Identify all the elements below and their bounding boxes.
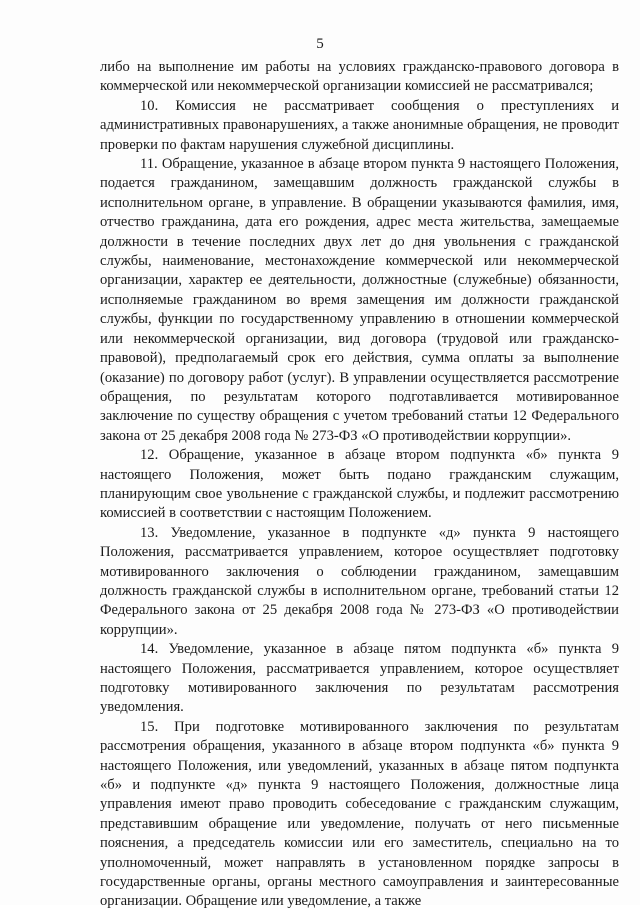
paragraph-10: 10. Комиссия не рассматривает сообщения о преступлениях и административных правонарушениях, а также анонимные обращения, не проводит проверки по фактам нарушения служебной дисциплины. xyxy=(100,97,619,153)
paragraph-15: 15. При подготовке мотивированного заключения по результатам рассмотрения обращения, указанного в абзаце втором подпункта «б» пункта 9 настоящего Положения, или уведомлений, указанных в абзаце пятом подпункта «б» и подпункте «д» пункта 9 настоящего Положения, должностные лица управления имеют право проводить собеседование с гражданским служащим, представившим обращение или уведомление, получать от него письменные пояснения, а председатель комиссии или его заместитель, специально на то уполномоченный, может направлять в установленном порядке запросы в государственные органы, органы местного самоуправления и заинтересованные организации. Обращение или уведомление, а также xyxy=(100,718,619,910)
paragraph-12: 12. Обращение, указанное в абзаце втором подпункта «б» пункта 9 настоящего Положения, может быть подано гражданским служащим, планирующим свое увольнение с гражданской службы, и подлежит рассмотрению комиссией в соответствии с настоящим Положением. xyxy=(100,447,619,522)
paragraph-14: 14. Уведомление, указанное в абзаце пятом подпункта «б» пункта 9 настоящего Положения, рассматривается управлением, которое осуществляет подготовку мотивированного заключения по результатам рассмотрения уведомления. xyxy=(100,641,619,716)
paragraph-13: 13. Уведомление, указанное в подпункте «д» пункта 9 настоящего Положения, рассматривается управлением, которое осуществляет подготовку мотивированного заключения о соблюдении гражданином, замещавшим должность гражданской службы в исполнительном органе, требований статьи 12 Федерального закона от 25 декабря 2008 года № 273-ФЗ «О противодействии коррупции». xyxy=(100,524,619,638)
paragraph-11: 11. Обращение, указанное в абзаце втором пункта 9 настоящего Положения, подается гражданином, замещавшим должность гражданской службы в исполнительном органе, в управление. В обращении указываются фамилия, имя, отчество гражданина, дата его рождения, адрес места жительства, замещаемые должности в течение последних двух лет до дня увольнения с гражданской службы, наименование, местонахождение коммерческой или некоммерческой организации, характер ее деятельности, должностные (служебные) обязанности, исполняемые гражданином во время замещения им должности гражданской службы, функции по государственному управлению в отношении коммерческой или некоммерческой организации, вид договора (трудовой или гражданско-правовой), предполагаемый срок его действия, сумма оплаты за выполнение (оказание) по договору работ (услуг). В управлении осуществляется рассмотрение обращения, по результатам которого подготавливается мотивированное заключение по существу обращения с учетом требований статьи 12 Федерального закона от 25 декабря 2008 года № 273-ФЗ «О противодействии коррупции». xyxy=(100,156,619,444)
document-body xyxy=(100,58,619,912)
paragraph-continuation: либо на выполнение им работы на условиях гражданско-правового договора в коммерческой или некоммерческой организации комиссией не рассматривался; xyxy=(100,59,619,95)
page-number: 5 xyxy=(316,36,324,52)
